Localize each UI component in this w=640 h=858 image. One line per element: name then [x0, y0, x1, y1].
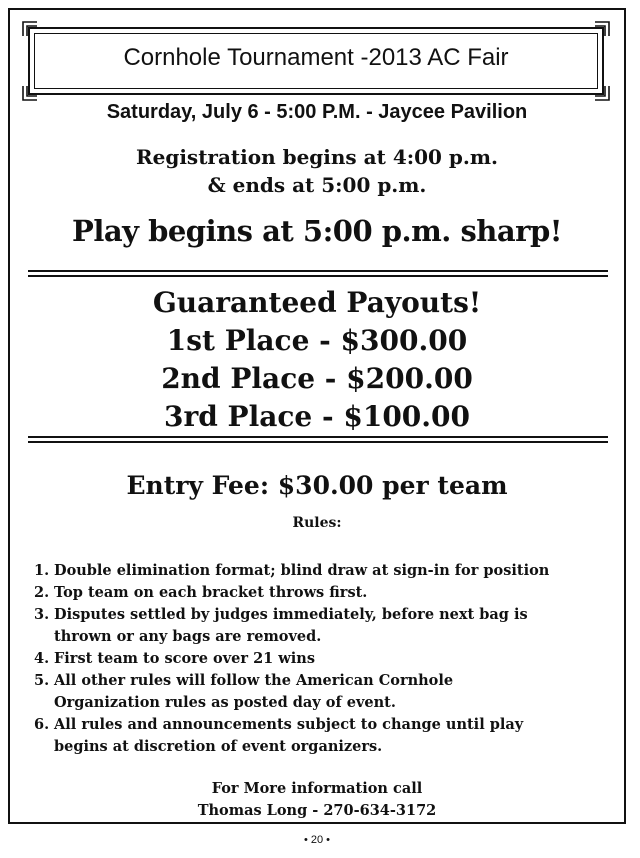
payout-first-place: 1st Place - $300.00: [166, 324, 468, 357]
list-item: 2. Top team on each bracket throws first.: [34, 584, 368, 601]
payout-third-place: 3rd Place - $100.00: [163, 400, 471, 433]
contact-prompt: For More information call: [211, 780, 423, 797]
list-item: 6. All rules and announcements subject to change until play begins at discretion of event organizers.: [34, 716, 524, 755]
play-begins-notice: Play begins at 5:00 p.m. sharp!: [72, 214, 562, 248]
list-item: 3. Disputes settled by judges immediately, before next bag is thrown or any bags are removed.: [34, 606, 528, 645]
page-number: • 20 •: [303, 834, 331, 846]
registration-start: Registration begins at 4:00 p.m.: [136, 145, 498, 169]
payouts-heading: Guaranteed Payouts!: [152, 286, 482, 319]
list-item: 1. Double elimination format; blind draw at sign-in for position: [34, 562, 550, 579]
contact-name-phone: Thomas Long - 270-634-3172: [197, 802, 437, 819]
rules-heading: Rules:: [292, 515, 342, 531]
divider: [28, 270, 608, 277]
divider: [28, 436, 608, 443]
corner-ornament-icon: [593, 20, 611, 38]
registration-end: & ends at 5:00 p.m.: [207, 173, 427, 197]
corner-ornament-icon: [593, 84, 611, 102]
entry-fee: Entry Fee: $30.00 per team: [126, 471, 508, 500]
rules-list: [34, 560, 604, 758]
payout-second-place: 2nd Place - $200.00: [161, 362, 473, 395]
corner-ornament-icon: [21, 20, 39, 38]
page-title: Cornhole Tournament -2013 AC Fair: [123, 44, 509, 71]
list-item: 5. All other rules will follow the American Cornhole Organization rules as posted day of event.: [34, 672, 454, 711]
corner-ornament-icon: [21, 84, 39, 102]
event-date-location: Saturday, July 6 - 5:00 P.M. - Jaycee Pavilion: [106, 101, 528, 123]
list-item: 4. First team to score over 21 wins: [34, 650, 315, 667]
